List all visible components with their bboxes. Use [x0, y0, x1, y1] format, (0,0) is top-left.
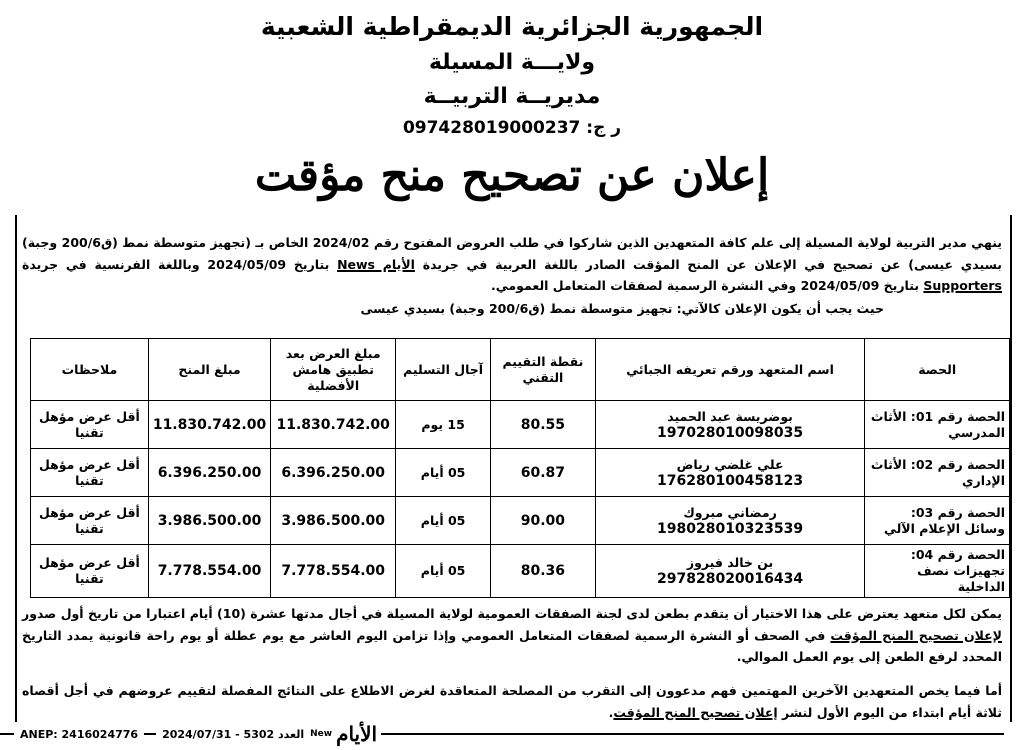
appeal-notice-ref: لإعلان تصحيح المنح المؤقت	[830, 627, 1002, 643]
column-header: مبلغ المنح	[148, 339, 270, 401]
award-cell: 6.396.250.00	[148, 449, 270, 497]
table-row	[31, 545, 1010, 598]
tax-id: 197028010098035	[657, 424, 804, 441]
offer-cell: 11.830.742.00	[271, 401, 396, 449]
bidder-name: علي غلضي رياض	[676, 456, 784, 472]
notes-cell: أقل عرض مؤهل تقنيا	[31, 497, 149, 545]
table-row	[31, 497, 1010, 545]
column-header: نقطة التقييم التقني	[491, 339, 596, 401]
score-cell: 80.55	[491, 401, 596, 449]
consult-notice-ref: إعلان تصحيح المنح المؤقت	[613, 704, 778, 720]
column-header: ملاحظات	[31, 339, 149, 401]
anep-number: ANEP: 2416024776	[20, 727, 139, 741]
bidder-cell	[595, 401, 865, 449]
lot-cell: الحصة رقم 02: الأثاث الإداري	[865, 449, 1010, 497]
notes-cell: أقل عرض مؤهل تقنيا	[31, 401, 149, 449]
issue-info: 2024/07/31 - 5302 العدد	[162, 727, 305, 741]
footer	[0, 722, 1024, 746]
consult-paragraph: أما فيما يخص المتعهدين الآخرين المهتمين فهم مدعوون إلى التقرب من المصلحة المتعاقدة لغرض الاطلاع على النتائج المفصلة لتقييم عروضهم في أجل أقصاه ثلاثة أيام ابتداء من اليوم الأول لنشر إعلان تصحيح المنح المؤقت.	[22, 683, 1002, 720]
score-cell: 90.00	[491, 497, 596, 545]
notes-cell: أقل عرض مؤهل تقنيا	[31, 545, 149, 598]
award-cell: 11.830.742.00	[148, 401, 270, 449]
score-cell: 60.87	[491, 449, 596, 497]
award-table	[30, 338, 1010, 598]
footer-rule	[0, 733, 14, 735]
footer-rule	[144, 733, 156, 735]
newspaper-logo: الأيام	[336, 722, 378, 746]
score-cell: 80.36	[491, 545, 596, 598]
column-header: مبلغ العرض بعد تطبيق هامش الأفضلية	[271, 339, 396, 401]
bidder-cell	[595, 497, 865, 545]
notes-cell: أقل عرض مؤهل تقنيا	[31, 449, 149, 497]
delay-cell: 05 أيام	[396, 449, 491, 497]
lot-cell: الحصة رقم 03: وسائل الإعلام الآلي	[865, 497, 1010, 545]
reference-number	[0, 118, 1024, 138]
column-header: آجال التسليم	[396, 339, 491, 401]
tax-id: 176280100458123	[657, 472, 804, 489]
offer-cell: 6.396.250.00	[271, 449, 396, 497]
logo-sub: New	[310, 729, 333, 739]
directorate-heading: مديريــة التربيــة	[423, 84, 601, 109]
column-header: اسم المتعهد ورقم تعريفه الجبائي	[595, 339, 865, 401]
bidder-name: رمضاني مبروك	[683, 504, 777, 520]
award-cell: 7.778.554.00	[148, 545, 270, 598]
lot-cell: الحصة رقم 01: الأثاث المدرسي	[865, 401, 1010, 449]
appeal-paragraph: يمكن لكل متعهد يعترض على هذا الاختيار أن يتقدم بطعن لدى لجنة الصفقات العمومية لولاية المسيلة في أجال مدتها عشرة (10) أيام اعتبارا من تاريخ أول صدور لإعلان تصحيح المنح المؤقت في الصحف أو النشرة الرسمية لصفقات المتعامل العمومي وإذا تزامن اليوم العاشر مع يوم عطلة أو يوم راحة قانونية يمدد التاريخ المحدد لرفع الطعن إلى يوم العمل الموالي.	[22, 606, 1002, 664]
tax-id: 198028010323539	[657, 520, 804, 537]
newspaper-fr: Supporters	[923, 278, 1002, 293]
table-row	[31, 449, 1010, 497]
column-header: الحصة	[865, 339, 1010, 401]
intro-paragraph: ينهي مدير التربية لولاية المسيلة إلى علم كافة المتعهدين الذين شاركوا في طلب العروض المفتوح رقم 2024/02 الخاص بـ (تجهيز متوسطة نمط (ق200/6 وجبة) بسيدي عيسى) عن تصحيح في الإعلان عن المنح المؤقت الصادر باللغة العربية في جريدة الأيام News بتاريخ 2024/05/09 وباللغة الفرنسية في جريدة Supporters بتاريخ 2024/05/09 وفي النشرة الرسمية لصفقات المتعامل العمومي.	[22, 235, 1003, 293]
bidder-cell	[595, 545, 865, 598]
delay-cell: 15 يوم	[396, 401, 491, 449]
bidder-name: بن خالد فيروز	[686, 555, 774, 570]
tax-id: 297828020016434	[657, 571, 804, 587]
delay-cell: 05 أيام	[396, 497, 491, 545]
award-cell: 3.986.500.00	[148, 497, 270, 545]
delay-cell: 05 أيام	[396, 545, 491, 598]
ref-value: 097428019000237	[402, 118, 581, 138]
table-row	[31, 401, 1010, 449]
offer-cell: 7.778.554.00	[271, 545, 396, 598]
announcement-title: إعلان عن تصحيح منح مؤقت	[254, 150, 770, 201]
footer-rule	[381, 733, 1004, 735]
ref-label: ر ج:	[586, 118, 622, 138]
newspaper-ar: الأيام News	[337, 256, 415, 272]
offer-cell: 3.986.500.00	[271, 497, 396, 545]
lot-cell: الحصة رقم 04: تجهيزات نصف الداخلية	[865, 545, 1010, 598]
wilaya-heading: ولايـــة المسيلة	[428, 50, 596, 75]
bidder-cell	[595, 449, 865, 497]
intro-line2: حيث يجب أن يكون الإعلان كالآتي: تجهيز متوسطة نمط (ق200/6 وجبة) بسيدي عيسى	[360, 301, 884, 316]
country-heading: الجمهورية الجزائرية الديمقراطية الشعبية	[260, 12, 764, 41]
bidder-name: بوضريسة عبد الحميد	[667, 408, 793, 424]
